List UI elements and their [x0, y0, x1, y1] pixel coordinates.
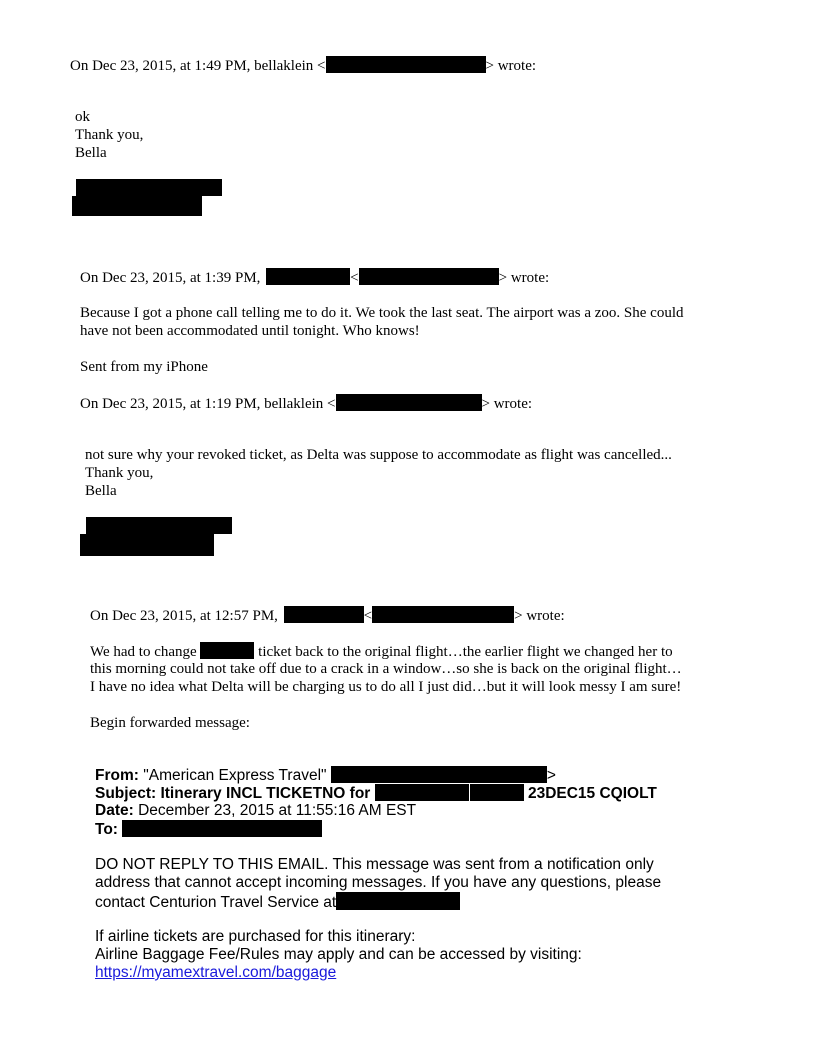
- redacted-name: [470, 784, 524, 801]
- header-text: On Dec 23, 2015, at 12:57 PM,: [90, 608, 278, 624]
- reply-signature: Bella: [75, 145, 107, 161]
- redacted-email: [336, 394, 482, 411]
- forwarded-from: [95, 766, 556, 785]
- from-end: >: [546, 767, 556, 784]
- redacted-signature-line: [80, 534, 214, 556]
- redacted-email: [372, 606, 514, 623]
- body-line: [95, 892, 460, 912]
- baggage-link[interactable]: https://myamextravel.com/baggage: [95, 964, 337, 981]
- reply-text: We had to change: [90, 644, 197, 660]
- reply-line: Because I got a phone call telling me to do it. We took the last seat. The airport was a zoo. She could: [80, 305, 684, 321]
- header-text: On Dec 23, 2015, at 1:39 PM,: [80, 270, 261, 286]
- reply-line: not sure why your revoked ticket, as Delta was suppose to accommodate as flight was cancelled...: [85, 447, 672, 463]
- date-value: December 23, 2015 at 11:55:16 AM EST: [138, 802, 417, 819]
- forwarded-date: [95, 802, 416, 820]
- header-suffix: > wrote:: [514, 608, 565, 624]
- redacted-signature-line: [86, 517, 232, 534]
- reply-line: this morning could not take off due to a crack in a window…so she is back on the original flight…: [90, 661, 682, 677]
- reply-line: have not been accommodated until tonight. Who knows!: [80, 323, 420, 339]
- reply-line: [90, 642, 673, 661]
- header-suffix: > wrote:: [498, 270, 550, 286]
- body-line: Airline Baggage Fee/Rules may apply and can be accessed by visiting:: [95, 946, 582, 963]
- forward-note: Begin forwarded message:: [90, 715, 250, 731]
- forwarded-subject: [95, 784, 657, 803]
- reply-signature: Bella: [85, 483, 117, 499]
- body-text: contact Centurion Travel Service at: [95, 894, 337, 911]
- quote-header-4: [90, 606, 565, 625]
- redacted-phone: [336, 892, 460, 910]
- body-line: DO NOT REPLY TO THIS EMAIL. This message was sent from a notification only: [95, 856, 654, 873]
- redacted-email: [122, 820, 322, 837]
- quote-header-1: [70, 56, 536, 75]
- header-text: On Dec 23, 2015, at 1:19 PM, bellaklein <: [80, 396, 336, 412]
- redacted-name: [375, 784, 469, 801]
- subject-tail: 23DEC15 CQIOLT: [527, 785, 657, 802]
- quote-header-2: [80, 268, 549, 287]
- reply-line: Thank you,: [75, 127, 144, 143]
- redacted-name: [200, 642, 254, 659]
- reply-line: I have no idea what Delta will be charging us to do all I just did…but it will look messy I am sure!: [90, 679, 682, 695]
- redacted-email: [359, 268, 499, 285]
- subject-value: Itinerary INCL TICKETNO for: [160, 785, 371, 802]
- redacted-email: [331, 766, 547, 783]
- redacted-name: [266, 268, 350, 285]
- redacted-signature-line: [76, 179, 222, 196]
- to-label: To:: [95, 821, 118, 838]
- header-suffix: > wrote:: [481, 396, 533, 412]
- reply-text: ticket back to the original flight…the earlier flight we changed her to: [258, 644, 673, 660]
- date-label: Date:: [95, 802, 134, 819]
- reply-signature: Sent from my iPhone: [80, 359, 208, 375]
- redacted-signature-line: [72, 196, 202, 216]
- from-label: From:: [95, 767, 139, 784]
- redacted-email: [326, 56, 486, 73]
- quote-header-3: [80, 394, 532, 413]
- subject-label: Subject:: [95, 785, 157, 802]
- redacted-name: [284, 606, 364, 623]
- header-middle: <: [363, 608, 373, 624]
- forwarded-to: [95, 820, 322, 839]
- reply-line: ok: [75, 109, 90, 125]
- reply-line: Thank you,: [85, 465, 154, 481]
- header-middle: <: [350, 270, 359, 286]
- header-suffix: > wrote:: [485, 58, 537, 74]
- from-value: "American Express Travel": [143, 767, 327, 784]
- baggage-link-line: [95, 964, 336, 982]
- body-line: If airline tickets are purchased for this itinerary:: [95, 928, 416, 945]
- body-line: address that cannot accept incoming messages. If you have any questions, please: [95, 874, 662, 891]
- header-text: On Dec 23, 2015, at 1:49 PM, bellaklein <: [70, 58, 326, 74]
